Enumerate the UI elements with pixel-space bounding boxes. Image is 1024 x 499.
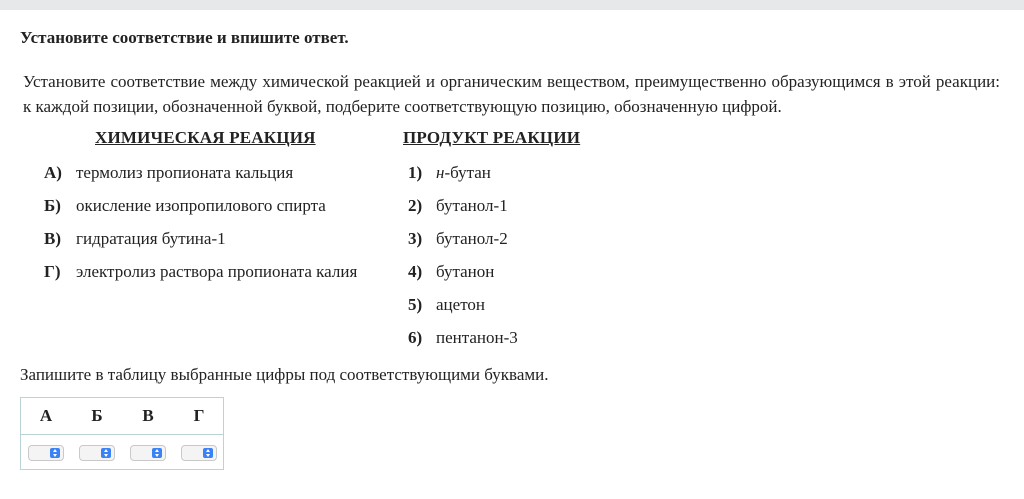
product-text: бутанол-1 bbox=[436, 196, 508, 215]
answer-select-v[interactable] bbox=[130, 445, 166, 461]
reaction-label: Б) bbox=[44, 196, 61, 215]
reaction-label: В) bbox=[44, 229, 61, 248]
select-chevron-icon bbox=[101, 448, 111, 458]
product-text: бутанон bbox=[436, 262, 495, 281]
answer-table-header bbox=[21, 398, 223, 435]
answer-header-cell: Г bbox=[193, 406, 205, 425]
product-text: ацетон bbox=[436, 295, 485, 314]
product-label: 5) bbox=[408, 295, 423, 314]
product-label: 3) bbox=[408, 229, 423, 248]
reaction-label: А) bbox=[44, 163, 62, 182]
select-chevron-icon bbox=[50, 448, 60, 458]
product-label: 1) bbox=[408, 163, 423, 182]
product-prefix: н bbox=[436, 163, 445, 182]
task-heading: Установите соответствие и впишите ответ. bbox=[20, 28, 349, 47]
answer-header-cell: Б bbox=[91, 406, 103, 425]
reaction-text: окисление изопропилового спирта bbox=[76, 196, 326, 215]
products-column-title: ПРОДУКТ РЕАКЦИИ bbox=[403, 128, 581, 147]
product-name: -бутан bbox=[444, 163, 491, 182]
task-description: Установите соответствие между химической реакцией и органическим веществом, преимущественно образующимся в этой реакции: к каждой позиции, обозначенной буквой, подберите соответствующую позицию, обозначенную цифрой. bbox=[23, 72, 1000, 116]
answer-instruction: Запишите в таблицу выбранные цифры под соответствующими буквами. bbox=[20, 365, 549, 384]
product-text: пентанон-3 bbox=[436, 328, 518, 347]
reaction-text: электролиз раствора пропионата калия bbox=[76, 262, 358, 281]
answer-header-cell: В bbox=[142, 406, 154, 425]
answer-select-a[interactable] bbox=[28, 445, 64, 461]
reaction-text: гидратация бутина-1 bbox=[76, 229, 226, 248]
select-chevron-icon bbox=[203, 448, 213, 458]
product-label: 6) bbox=[408, 328, 423, 347]
answer-header-cell: А bbox=[39, 406, 53, 425]
product-label: 2) bbox=[408, 196, 423, 215]
product-text: бутанол-2 bbox=[436, 229, 508, 248]
reaction-text: термолиз пропионата кальция bbox=[76, 163, 294, 182]
reaction-label: Г) bbox=[44, 262, 61, 281]
product-label: 4) bbox=[408, 262, 423, 281]
select-chevron-icon bbox=[152, 448, 162, 458]
answer-select-b[interactable] bbox=[79, 445, 115, 461]
top-bar bbox=[0, 0, 1024, 10]
answer-select-g[interactable] bbox=[181, 445, 217, 461]
reactions-column-title: ХИМИЧЕСКАЯ РЕАКЦИЯ bbox=[95, 128, 316, 147]
product-text bbox=[436, 163, 491, 183]
